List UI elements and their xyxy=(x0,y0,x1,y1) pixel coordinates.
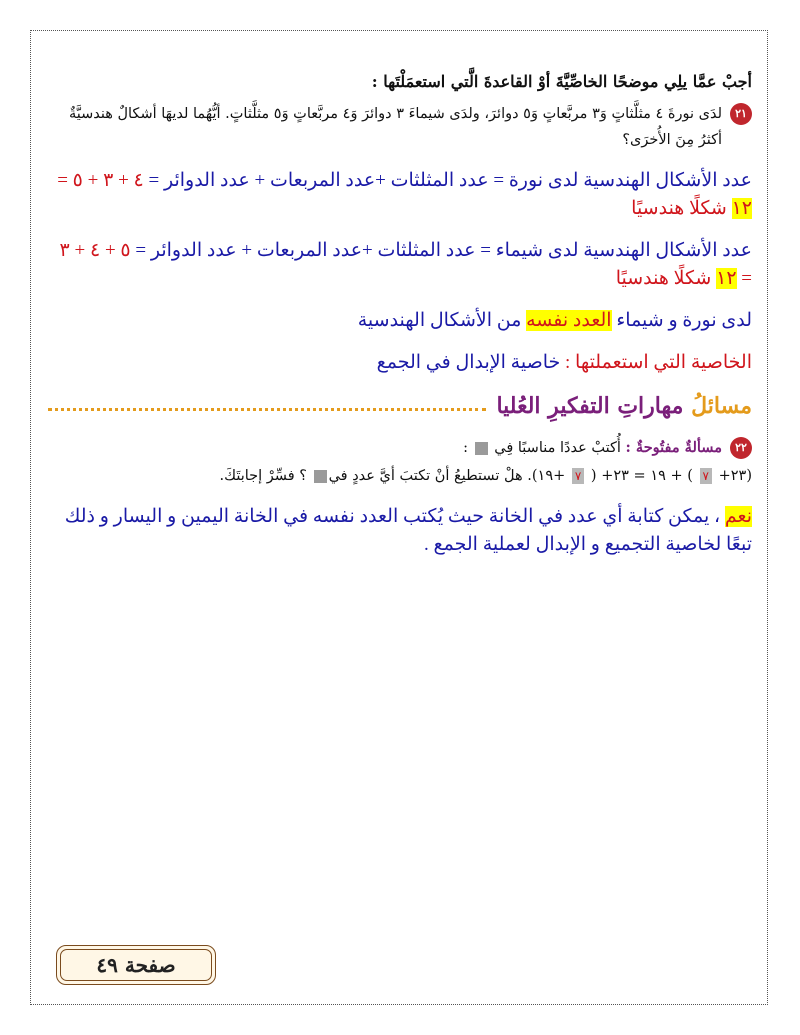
question-22-ask-end: ؟ فسِّرْ إجابتَكَ. xyxy=(219,468,312,484)
noura-unit: شكلًا هندسيًا xyxy=(631,198,732,219)
page-number: صفحة ٤٩ xyxy=(96,953,176,977)
property-label: الخاصية التي استعملتها : xyxy=(560,352,752,373)
conclusion-pre: لدى نورة و شيماء xyxy=(611,310,752,331)
answer-box-right: ٧ xyxy=(572,468,584,484)
equation-part-a: (٢٣+ xyxy=(713,468,752,484)
shaimaa-description: عدد الأشكال الهندسية لدى شيماء = عدد المثلثات +عدد المربعات + عدد الدوائر = xyxy=(130,240,752,261)
section-title-rest: مهاراتِ التفكيرِ العُليا xyxy=(496,393,692,419)
conclusion-highlight: العدد نفسه xyxy=(526,310,612,331)
instruction-end: : xyxy=(463,440,473,456)
question-number-badge: ٢١ xyxy=(730,103,752,125)
blank-box-icon xyxy=(314,470,327,483)
open-problem-label: مسألةٌ مفتُوحةٌ : xyxy=(625,439,722,456)
noura-calc: ٤ + ٣ + ٥ = xyxy=(57,170,144,191)
question-22-equation xyxy=(48,463,752,489)
equation-part-b: ) + ١٩ = ٢٣+ ( xyxy=(586,468,698,484)
blank-box-icon xyxy=(475,442,488,455)
section-dotted-line xyxy=(48,408,486,411)
section-header xyxy=(48,393,752,419)
noura-description: عدد الأشكال الهندسية لدى نورة = عدد المثلثات +عدد المربعات + عدد الدوائر = xyxy=(143,170,752,191)
answer-conclusion xyxy=(48,307,752,335)
page-number-tab xyxy=(56,945,216,985)
answer-property xyxy=(48,349,752,377)
question-number-badge: ٢٢ xyxy=(730,437,752,459)
conclusion-post: من الأشكال الهندسية xyxy=(357,310,527,331)
instructions: أجبْ عمَّا يلِي موضحًا الخاصِّيَّةَ أوْ القاعدةَ الَّتي استعمَلْتَها : xyxy=(371,72,752,91)
shaimaa-unit: شكلًا هندسيًا xyxy=(615,268,717,289)
shaimaa-calc: ٥ + ٤ + ٣ = xyxy=(59,240,752,289)
worksheet-content xyxy=(48,72,752,559)
section-title-accent: مسائلُ xyxy=(691,393,752,419)
property-value: خاصية الإبدال في الجمع xyxy=(376,352,561,373)
answer-22-text: ، يمكن كتابة أي عدد في الخانة حيث يُكتب العدد نفسه في الخانة اليمين و اليسار و ذلك تبعًا لخاصية التجميع و الإبدال لعملية الجمع . xyxy=(64,506,752,555)
question-22 xyxy=(48,435,752,461)
question-21-text: لدَى نورةَ ٤ مثلَّثاتٍ وَ٣ مربَّعاتٍ وَ٥ دوائرَ، ولدَى شيماءَ ٣ دوائرَ وَ٤ مربَّعاتٍ وَ٥ مثلَّثاتٍ. أيُّهُما لديهَا أشكالٌ هندسيَّةٌ أكثرُ مِنَ الأُخرَى؟ xyxy=(68,106,722,148)
answer-yes: نعم xyxy=(724,506,752,527)
question-22-instruction: أُكتبْ عددًا مناسبًا فِي xyxy=(494,440,621,456)
question-21 xyxy=(48,101,752,153)
answer-noura xyxy=(48,167,752,223)
answer-22 xyxy=(48,503,752,559)
shaimaa-total: ١٢ xyxy=(716,268,737,289)
answer-shaimaa xyxy=(48,237,752,293)
answer-box-left: ٧ xyxy=(700,468,712,484)
noura-total: ١٢ xyxy=(731,198,752,219)
section-title xyxy=(496,393,752,419)
question-22-ask: هلْ تستطيعُ أنْ تكتبَ أيَّ عددٍ في xyxy=(328,468,528,484)
equation-part-c: +١٩). xyxy=(527,468,570,484)
